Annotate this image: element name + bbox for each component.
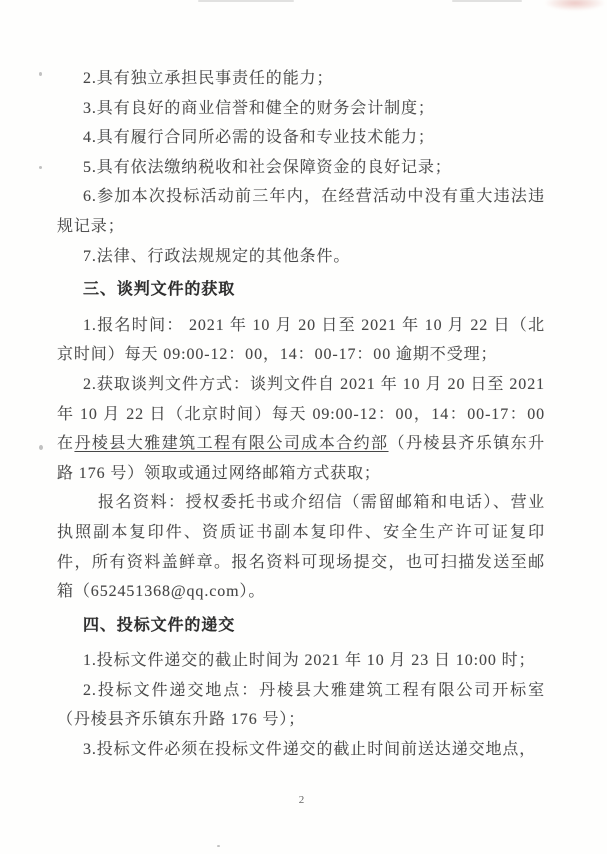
scan-edge-line (452, 0, 522, 2)
section-heading-3-negotiation-documents: 三、谈判文件的获取 (83, 281, 236, 299)
paragraph-document-acquisition (57, 370, 545, 488)
list-item-tax-record: 5.具有依法缴纳税收和社会保障资金的良好记录； (83, 158, 452, 176)
scan-speck (39, 72, 42, 76)
scan-edge-line (198, 0, 294, 2)
paragraph-submission-location: 2.投标文件递交地点：丹棱县大雅建筑工程有限公司开标室（丹棱县齐乐镇东升路 176 号）； (57, 681, 545, 729)
scan-speck (39, 445, 43, 450)
list-item-commercial-reputation: 3.具有良好的商业信誉和健全的财务会计制度； (83, 99, 435, 117)
paragraph-submission-requirement: 3.投标文件必须在投标文件递交的截止时间前送达递交地点， (83, 741, 537, 759)
paragraph-submission-deadline: 1.投标文件递交的截止时间为 2021 年 10 月 23 日 10:00 时； (83, 652, 536, 670)
acquisition-company-underlined: 丹棱县大雅建筑工程有限公司成本合约部 (74, 435, 389, 453)
paragraph-registration-materials: 报名资料：授权委托书或介绍信（需留邮箱和电话）、营业执照副本复印件、资质证书副本复印件、安全生产许可证复印件，所有资料盖鲜章。报名资料可现场提交，也可扫描发送至邮箱（652451368@qq.com）。 (57, 494, 545, 601)
list-item-capability-civil: 2.具有独立承担民事责任的能力； (83, 70, 334, 87)
paragraph-registration-time: 1.报名时间： 2021 年 10 月 20 日至 2021 年 10 月 22 日（北京时间）每天 09:00-12：00，14：00-17：00 逾期不受理； (57, 316, 545, 364)
list-item-equipment-skill: 4.具有履行合同所必需的设备和专业技术能力； (83, 129, 435, 147)
document-body (57, 64, 545, 765)
page-number: 2 (298, 794, 305, 806)
section-heading-4-bid-submission: 四、投标文件的递交 (83, 616, 236, 634)
scan-speck (39, 166, 42, 169)
list-item-other-conditions: 7.法律、行政法规规定的其他条件。 (83, 247, 351, 265)
scan-smudge (544, 0, 606, 11)
acquisition-text-post: （丹棱县齐乐镇东升路 176 号）领取或通过网络邮箱方式获取； (57, 435, 545, 482)
acquisition-text-pre: 2.获取谈判文件方式：谈判文件自 2021 年 10 月 20 日至 2021 年 10 月 22 日（北京时间）每天 09:00-12：00，14：00-17：00 在 (57, 375, 545, 453)
scan-speck (217, 845, 220, 847)
list-item-no-violation: 6.参加本次投标活动前三年内，在经营活动中没有重大违法违规记录； (57, 188, 545, 235)
